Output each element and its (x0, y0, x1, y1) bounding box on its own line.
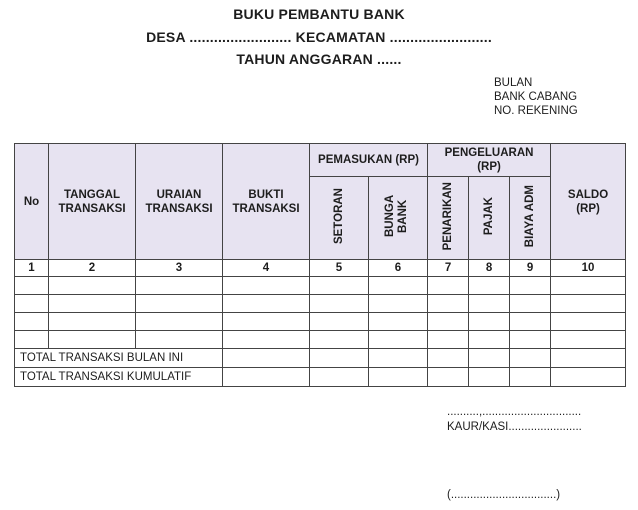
ledger-table (14, 143, 626, 387)
column-number: 8 (469, 260, 510, 277)
header-bunga-bank: BUNGA BANK (369, 177, 428, 260)
signature-name: (.................................) (447, 489, 561, 501)
header-tanggal: TANGGAL TRANSAKSI (49, 144, 136, 260)
signature-role: KAUR/KASI....................... (447, 421, 582, 433)
header-pemasukan: PEMASUKAN (RP) (310, 144, 428, 177)
table-row (15, 277, 626, 295)
total-bulan-row (15, 349, 626, 368)
column-number: 4 (223, 260, 310, 277)
desa-kecamatan-line: DESA ......................... KECAMATAN ......................... (146, 29, 492, 45)
header-no: No (15, 144, 49, 260)
meta-bulan: BULAN (494, 77, 533, 89)
header-pengeluaran: PENGELUARAN (RP) (428, 144, 551, 177)
header-penarikan: PENARIKAN (428, 177, 469, 260)
column-number: 10 (551, 260, 626, 277)
tahun-anggaran-line: TAHUN ANGGARAN ...... (236, 51, 402, 67)
total-bulan-label: TOTAL TRANSAKSI BULAN INI (15, 349, 223, 368)
header-setoran: SETORAN (310, 177, 369, 260)
column-number: 2 (49, 260, 136, 277)
table-row (15, 313, 626, 331)
signature-date-line: ..........,............................... (447, 406, 582, 418)
header-saldo: SALDO (RP) (551, 144, 626, 260)
header-biaya-adm: BIAYA ADM (510, 177, 551, 260)
column-number: 6 (369, 260, 428, 277)
table-row (15, 295, 626, 313)
column-number: 3 (136, 260, 223, 277)
column-number: 5 (310, 260, 369, 277)
total-kumulatif-label: TOTAL TRANSAKSI KUMULATIF (15, 368, 223, 387)
meta-no-rekening: NO. REKENING (494, 105, 578, 117)
column-number-row (15, 260, 626, 277)
header-pajak: PAJAK (469, 177, 510, 260)
header-bukti: BUKTI TRANSAKSI (223, 144, 310, 260)
total-kumulatif-row (15, 368, 626, 387)
column-number: 1 (15, 260, 49, 277)
document-title: BUKU PEMBANTU BANK (233, 6, 405, 22)
meta-bank-cabang: BANK CABANG (494, 91, 578, 103)
column-number: 7 (428, 260, 469, 277)
table-row (15, 331, 626, 349)
column-number: 9 (510, 260, 551, 277)
header-uraian: URAIAN TRANSAKSI (136, 144, 223, 260)
